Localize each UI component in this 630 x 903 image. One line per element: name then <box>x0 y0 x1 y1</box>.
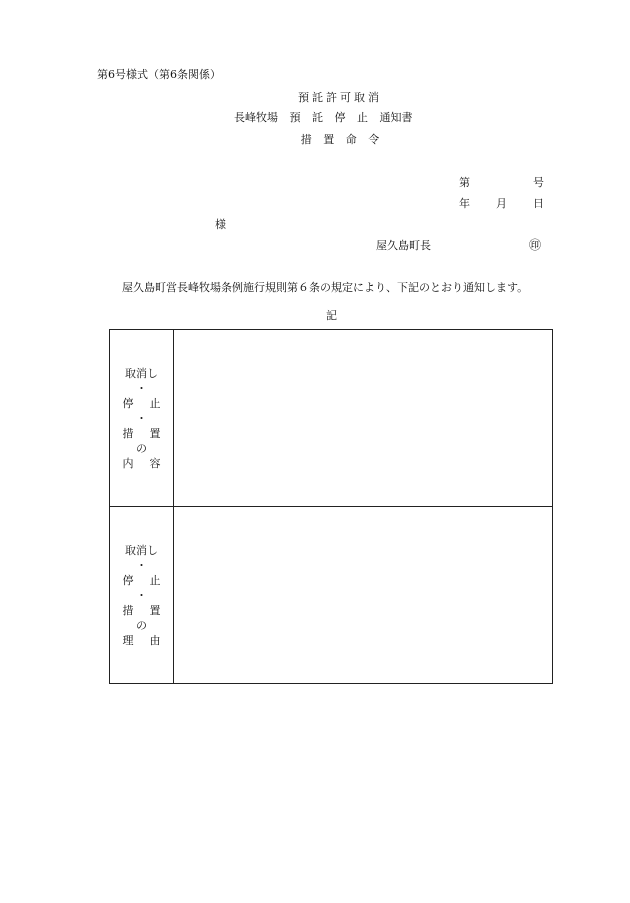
issuer-name: 屋久島町長 <box>376 239 431 252</box>
issue-date <box>459 195 544 211</box>
content-label-cell <box>110 330 174 507</box>
body-text: 屋久島町営長峰牧場条例施行規則第６条の規定により、下記のとおり通知します。 <box>122 281 529 294</box>
label-char: 置 <box>149 603 161 617</box>
label-text: 取消し <box>125 543 158 557</box>
form-number: 第6号様式（第6条関係） <box>97 68 221 81</box>
table-row <box>110 507 553 684</box>
recipient-honorific: 様 <box>215 218 226 231</box>
ki-heading: 記 <box>326 309 337 322</box>
label-dot: ・ <box>136 411 147 425</box>
date-year: 年 <box>459 197 470 210</box>
notice-table <box>109 329 553 684</box>
label-char: 止 <box>149 396 161 410</box>
label-text: 取消し <box>125 366 158 380</box>
label-char: 置 <box>149 426 161 440</box>
label-char: の <box>136 441 147 455</box>
title-char: 託 <box>312 111 323 124</box>
label-char: の <box>136 618 147 632</box>
date-day: 日 <box>533 197 544 210</box>
table-row <box>110 330 553 507</box>
no-suffix: 号 <box>533 176 544 189</box>
reason-label-cell <box>110 507 174 684</box>
seal-mark: ㊞ <box>529 238 542 252</box>
title-line-2 <box>234 109 434 125</box>
label-char: 措 <box>122 426 134 440</box>
label-char: 由 <box>149 633 161 647</box>
title-char: 置 <box>323 133 335 146</box>
label-dot: ・ <box>136 381 147 395</box>
label-char: 措 <box>122 603 134 617</box>
label-dot: ・ <box>136 588 147 602</box>
title-line-1: 預託許可取消 <box>298 91 382 104</box>
label-char: 内 <box>122 456 134 470</box>
content-label <box>123 366 161 471</box>
label-char: 理 <box>122 633 134 647</box>
title-char: 預 <box>289 111 301 124</box>
title-line-2-suffix: 通知書 <box>379 111 413 124</box>
reason-value-cell[interactable] <box>174 507 553 684</box>
label-char: 停 <box>122 396 134 410</box>
label-char: 止 <box>149 573 161 587</box>
date-month: 月 <box>496 197 507 210</box>
title-char: 命 <box>345 133 357 146</box>
title-line-3 <box>280 131 400 147</box>
no-prefix: 第 <box>459 176 470 189</box>
content-value-cell[interactable] <box>174 330 553 507</box>
title-line-2-prefix: 長峰牧場 <box>234 111 278 124</box>
document-number <box>459 174 544 190</box>
reason-label <box>123 543 161 648</box>
label-char: 停 <box>122 573 134 587</box>
title-char: 令 <box>368 133 380 146</box>
title-char: 停 <box>334 111 346 124</box>
title-char: 止 <box>357 111 368 124</box>
label-char: 容 <box>149 456 161 470</box>
title-char: 措 <box>300 133 312 146</box>
label-dot: ・ <box>136 558 147 572</box>
